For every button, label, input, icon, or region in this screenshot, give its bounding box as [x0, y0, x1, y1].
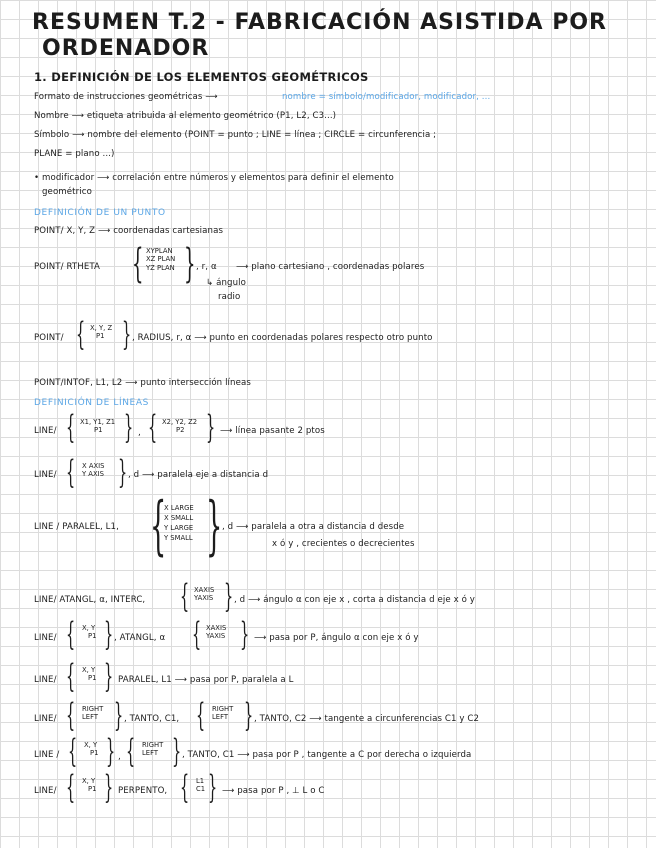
stack-item: X, Y — [82, 666, 96, 674]
point-stack — [82, 666, 96, 683]
line-paralel-point-description: PARALEL, L1 ⟶ pasa por P, paralela a L — [118, 675, 294, 685]
right-brace-icon: } — [124, 408, 134, 446]
line-axis-description: , d ⟶ paralela eje a distancia d — [128, 470, 269, 480]
radius-annotation: radio — [218, 292, 241, 302]
subheading-lineas: DEFINICIÓN DE LÍNEAS — [34, 398, 149, 408]
left-brace-icon: { — [76, 315, 86, 353]
point-radius-label: POINT/ — [34, 333, 64, 343]
right-brace-icon: } — [224, 577, 234, 615]
perpento-param: PERPENTO, — [118, 786, 168, 796]
left-brace-icon: { — [126, 732, 136, 770]
stack-item: RIGHT — [212, 705, 234, 713]
right-brace-icon: } — [104, 657, 114, 695]
stack-item: X AXIS — [82, 462, 105, 470]
left-brace-icon: { — [66, 768, 76, 806]
subheading-punto: DEFINICIÓN DE UN PUNTO — [34, 208, 166, 218]
stack-item: P1 — [96, 332, 105, 341]
side-stack — [142, 741, 163, 758]
line-atangl-interc-label: LINE/ ATANGL, α, INTERC, — [34, 595, 146, 605]
stack-item: C1 — [196, 785, 206, 794]
line-atangl-label: LINE/ — [34, 633, 57, 643]
stack-item: P1 — [90, 749, 99, 758]
large-small-stack — [164, 504, 194, 543]
stack-item: L1 — [196, 777, 205, 785]
line-paralel-label: LINE / PARALEL, L1, — [34, 522, 119, 532]
left-brace-icon: { — [192, 615, 202, 653]
right-brace-icon: } — [104, 615, 114, 653]
stack-item: P1 — [88, 785, 97, 794]
line-2pts-label: LINE/ — [34, 426, 57, 436]
modificador-line: • modificador ⟶ correlación entre números y elementos para definir el elemento — [34, 173, 394, 183]
left-brace-icon: { — [66, 453, 76, 491]
stack-item: Y AXIS — [82, 470, 104, 479]
stack-item: X, Y — [82, 624, 96, 632]
stack-item: XYPLAN — [146, 247, 173, 255]
stack-item: P1 — [88, 674, 97, 683]
left-brace-icon: { — [66, 657, 76, 695]
point-ref-stack — [90, 324, 112, 341]
right-brace-icon: } — [122, 315, 132, 353]
stack-item: P1 — [88, 632, 97, 641]
left-brace-icon: { — [68, 732, 78, 770]
stack-item: P2 — [176, 426, 185, 435]
side-stack — [212, 705, 233, 722]
line-atangl-interc-description: , d ⟶ ángulo α con eje x , corta a distancia d eje x ó y — [234, 595, 475, 605]
right-brace-icon: } — [106, 732, 116, 770]
line-tanto-circles-label: LINE/ — [34, 714, 57, 724]
line-circle-stack — [196, 777, 205, 794]
left-brace-icon: { — [66, 696, 76, 734]
line-axis-label: LINE/ — [34, 470, 57, 480]
plane-stack — [146, 247, 175, 272]
right-brace-icon: } — [118, 453, 128, 491]
line-tanto-circles-description: , TANTO, C2 ⟶ tangente a circunferencias C1 y C2 — [254, 714, 480, 724]
right-brace-icon: } — [172, 732, 182, 770]
right-brace-icon: } — [206, 408, 216, 446]
right-brace-icon: } — [184, 241, 196, 287]
left-brace-icon: { — [66, 408, 76, 446]
point-intof-line: POINT/INTOF, L1, L2 ⟶ punto intersección líneas — [34, 378, 251, 388]
line-perpento-label: LINE/ — [34, 786, 57, 796]
nombre-line: Nombre ⟶ etiqueta atribuida al elemento geométrico (P1, L2, C3...) — [34, 111, 337, 121]
point-xyz-line: POINT/ X, Y, Z ⟶ coordenadas cartesianas — [34, 226, 224, 236]
line-paralel-description-2: x ó y , crecientes o decrecientes — [272, 539, 415, 549]
format-label: Formato de instrucciones geométricas ⟶ — [34, 92, 218, 102]
stack-item: X, Y — [82, 777, 96, 785]
simbolo-line: Símbolo ⟶ nombre del elemento (POINT = punto ; LINE = línea ; CIRCLE = circunferencia ; — [34, 130, 437, 140]
stack-item: X2, Y2, Z2 — [162, 418, 198, 426]
point-rtheta-label: POINT/ RTHETA — [34, 262, 101, 272]
stack-item: YAXIS — [194, 594, 214, 603]
axis-stack — [194, 586, 214, 603]
stack-item: LEFT — [212, 713, 229, 722]
notes-page: RESUMEN T.2 - FABRICACIÓN ASISTIDA POR ORDENADOR 1. DEFINICIÓN DE LOS ELEMENTOS GEOMÉTRICOS Formato de instrucciones geométricas ⟶ nombre = símbolo/modificador, modificador, ... Nombre ⟶ etiqueta atribuida al elemento geométrico (P1, L2, C3...) Símbolo ⟶ nombre del elemento (POINT = punto ; LINE = línea ; CIRCLE = circunferencia ; PLANE = plano ...) • modificador ⟶ correlación entre números y elementos para definir el elemento geométrico DEFINICIÓN DE UN PUNTO POINT/ X, Y, Z ⟶ coordenadas cartesianas POINT/ RTHETA { XYPLAN XZ PLAN YZ PLAN } , r, α ⟶ plano cartesiano , coordenadas polares ↳ ángulo radio POINT/ { X, Y, Z P1 } , RADIUS, r, α ⟶ punto en coordenadas polares respecto otro punto POINT/INTOF, L1, L2 ⟶ punto intersección líneas DEFINICIÓN DE LÍNEAS LINE/ { X1, Y1, Z1 P1 } , { X2, Y2, Z2 P2 } ⟶ línea pasante 2 ptos LINE/ { X AXIS Y AXIS } , d ⟶ paralela eje a distancia d LINE / PARALEL, L1, { X LARGE X SMALL Y LARGE Y SMALL } , d ⟶ paralela a otra a distancia d desde x ó y , crecientes o decrecientes LINE/ ATANGL, α, INTERC, { XAXIS YAXIS } , d ⟶ ángulo α con eje x , corta a distancia d eje x ó y LINE/ { X, Y P1 } , ATANGL, α { XAXIS YAXIS } ⟶ pasa por P, ángulo α con eje x ó y LINE/ { X, Y P1 } PARALEL, L1 ⟶ pasa por P, paralela a L LINE/ { RIGHT LEFT } , TANTO, C1, { RIGHT LEFT } , TANTO, C2 ⟶ tangente a circunferencias C1 y C2 LINE / { X, Y P1 } , { RIGHT LEFT } , TANTO, C1 ⟶ pasa por P , tangente a C por derecha o izquierda LINE/ { X, Y P1 } PERPENTO, { L1 C1 } ⟶ pasa por P , ⊥ L o C — [32, 10, 607, 806]
left-brace-icon: { — [148, 408, 158, 446]
right-brace-icon: } — [206, 489, 223, 563]
stack-item: RIGHT — [82, 705, 104, 713]
side-stack — [82, 705, 103, 722]
line-tanto-point-label: LINE / — [34, 750, 60, 760]
line-2pts-description: ⟶ línea pasante 2 ptos — [220, 426, 325, 436]
point-stack — [84, 741, 98, 758]
right-brace-icon: } — [244, 696, 254, 734]
point-stack — [82, 777, 96, 794]
page-title: RESUMEN T.2 - FABRICACIÓN ASISTIDA POR — [32, 10, 607, 35]
stack-item: X1, Y1, Z1 — [80, 418, 116, 426]
tanto-params: , TANTO, C1, — [124, 714, 180, 724]
point-stack — [82, 624, 96, 641]
right-brace-icon: } — [208, 768, 218, 806]
format-value: nombre = símbolo/modificador, modificador, ... — [282, 92, 491, 102]
axis-stack — [206, 624, 226, 641]
stack-item: YAXIS — [206, 632, 226, 641]
point-radius-description: , RADIUS, r, α ⟶ punto en coordenadas polares respecto otro punto — [132, 333, 433, 343]
stack-item: X LARGE — [164, 504, 194, 512]
stack-item: LEFT — [142, 749, 159, 758]
point1-stack — [80, 418, 115, 435]
angle-annotation: ↳ ángulo — [206, 278, 246, 288]
point2-stack — [162, 418, 197, 435]
left-brace-icon: { — [180, 768, 190, 806]
stack-item: XAXIS — [194, 586, 215, 594]
stack-item: LEFT — [82, 713, 99, 722]
line-perpento-description: ⟶ pasa por P , ⊥ L o C — [222, 786, 325, 796]
line-paralel-description: , d ⟶ paralela a otra a distancia d desde — [222, 522, 405, 532]
line-tanto-point-description: , TANTO, C1 ⟶ pasa por P , tangente a C por derecha o izquierda — [182, 750, 472, 760]
stack-item: RIGHT — [142, 741, 164, 749]
rtheta-description: ⟶ plano cartesiano , coordenadas polares — [236, 262, 425, 272]
line-atangl-description: ⟶ pasa por P, ángulo α con eje x ó y — [254, 633, 419, 643]
stack-item: Y SMALL — [164, 533, 193, 542]
section-heading: 1. DEFINICIÓN DE LOS ELEMENTOS GEOMÉTRICOS — [34, 70, 369, 84]
stack-item: X SMALL — [164, 513, 194, 522]
left-brace-icon: { — [180, 577, 190, 615]
right-brace-icon: } — [114, 696, 124, 734]
stack-item: YZ PLAN — [146, 263, 175, 272]
stack-item: Y LARGE — [164, 523, 194, 532]
atangl-params: , ATANGL, α — [114, 633, 166, 643]
left-brace-icon: { — [132, 241, 144, 287]
stack-item: X, Y — [84, 741, 98, 749]
right-brace-icon: } — [104, 768, 114, 806]
right-brace-icon: } — [240, 615, 250, 653]
stack-item: XZ PLAN — [146, 255, 176, 264]
axis-stack — [82, 462, 104, 479]
stack-item: XAXIS — [206, 624, 227, 632]
simbolo-line-2: PLANE = plano ...) — [34, 149, 115, 159]
left-brace-icon: { — [150, 489, 167, 563]
stack-item: P1 — [94, 426, 103, 435]
line-paralel-point-label: LINE/ — [34, 675, 57, 685]
page-title-line2: ORDENADOR — [42, 36, 210, 61]
stack-item: X, Y, Z — [90, 324, 113, 332]
left-brace-icon: { — [196, 696, 206, 734]
modificador-line-2: geométrico — [42, 187, 92, 197]
left-brace-icon: { — [66, 615, 76, 653]
rtheta-params: , r, α — [196, 262, 217, 272]
